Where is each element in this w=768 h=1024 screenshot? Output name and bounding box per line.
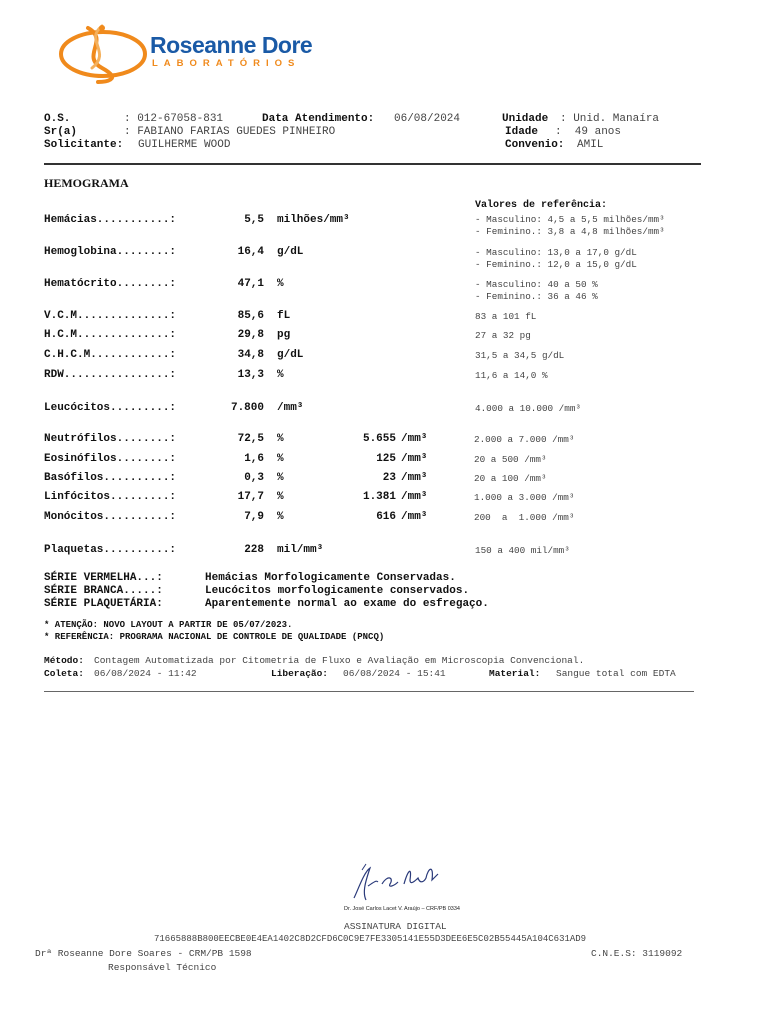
result-unit: % — [277, 472, 284, 484]
header-divider — [44, 163, 701, 165]
responsible-doctor: Drª Roseanne Dore Soares - CRM/PB 1598 — [35, 948, 252, 959]
brand-name: Roseanne Dore — [150, 32, 313, 58]
result-abs-unit: /mm³ — [401, 491, 428, 503]
result-unit: % — [277, 511, 284, 523]
signature-caption: Dr. José Carlos Lacet V. Araújo – CRF/PB 0334 — [344, 906, 460, 912]
idade-value: : 49 anos — [555, 126, 622, 138]
result-label: C.H.C.M............: — [44, 349, 177, 361]
dna-logo-icon — [58, 22, 148, 84]
result-abs-value: 125 — [376, 453, 396, 465]
result-value: 1,6 — [244, 453, 264, 465]
unidade-label: Unidade — [502, 113, 549, 125]
result-unit: g/dL — [277, 246, 304, 258]
signature-hash: 71665888B800EECBE0E4EA1402C8D2CFD6C0C9E7FE3305141E55D3DEE6E5C02B55445A104C631AD9 — [154, 934, 587, 944]
convenio-value: AMIL — [577, 139, 604, 151]
result-unit: fL — [277, 310, 291, 322]
data-atendimento-label: Data Atendimento: — [262, 113, 375, 125]
note-layout: * ATENÇÃO: NOVO LAYOUT A PARTIR DE 05/07/2023. — [44, 620, 293, 630]
result-unit: % — [277, 369, 284, 381]
result-value: 13,3 — [237, 369, 264, 381]
result-value: 72,5 — [237, 433, 264, 445]
result-label: V.C.M..............: — [44, 310, 177, 322]
result-ref: 83 a 101 fL — [475, 311, 537, 322]
data-atendimento-value: 06/08/2024 — [394, 113, 461, 125]
result-label: Monócitos..........: — [44, 511, 177, 523]
result-abs-unit: /mm³ — [401, 511, 428, 523]
series-label: SÉRIE BRANCA.....: — [44, 585, 163, 597]
result-unit: /mm³ — [277, 402, 304, 414]
cnes: C.N.E.S: 3119092 — [591, 948, 683, 959]
unidade-value: : Unid. Manaíra — [560, 113, 660, 125]
patient-value: : FABIANO FARIAS GUEDES PINHEIRO — [124, 126, 336, 138]
brand-subtitle: LABORATÓRIOS — [152, 58, 301, 69]
result-label: Leucócitos.........: — [44, 402, 177, 414]
result-unit: % — [277, 491, 284, 503]
result-abs-unit: /mm³ — [401, 472, 428, 484]
result-value: 34,8 — [237, 349, 264, 361]
metodo-value: Contagem Automatizada por Citometria de Fluxo e Avaliação em Microscopia Convencional. — [94, 655, 585, 666]
result-value: 5,5 — [244, 214, 264, 226]
result-ref: 4.000 a 10.000 /mm³ — [475, 403, 582, 414]
result-unit: mil/mm³ — [277, 544, 324, 556]
result-ref: - Feminino.: 12,0 a 15,0 g/dL — [475, 259, 637, 270]
result-label: Hemoglobina........: — [44, 246, 177, 258]
result-value: 16,4 — [237, 246, 264, 258]
result-unit: % — [277, 453, 284, 465]
result-value: 47,1 — [237, 278, 264, 290]
result-ref: 31,5 a 34,5 g/dL — [475, 350, 565, 361]
patient-label: Sr(a) — [44, 126, 78, 138]
result-label: Eosinófilos........: — [44, 453, 177, 465]
result-unit: g/dL — [277, 349, 304, 361]
material-label: Material: — [489, 668, 541, 679]
material-value: Sangue total com EDTA — [556, 668, 676, 679]
result-unit: pg — [277, 329, 291, 341]
result-unit: % — [277, 278, 284, 290]
result-value: 228 — [244, 544, 264, 556]
result-value: 7,9 — [244, 511, 264, 523]
os-value: : 012-67058-831 — [124, 113, 224, 125]
result-ref: 20 a 100 /mm³ — [474, 473, 547, 484]
lab-logo — [58, 22, 328, 86]
result-label: Neutrófilos........: — [44, 433, 177, 445]
responsavel-tecnico: Responsável Técnico — [108, 962, 217, 973]
result-label: Linfócitos.........: — [44, 491, 177, 503]
note-reference: * REFERÊNCIA: PROGRAMA NACIONAL DE CONTROLE DE QUALIDADE (PNCQ) — [44, 632, 385, 642]
result-value: 29,8 — [237, 329, 264, 341]
result-abs-unit: /mm³ — [401, 433, 428, 445]
liberacao-value: 06/08/2024 - 15:41 — [343, 668, 446, 679]
convenio-label: Convenio: — [505, 139, 565, 151]
result-abs-value: 5.655 — [362, 433, 396, 445]
series-label: SÉRIE VERMELHA...: — [44, 572, 163, 584]
result-label: Hematócrito........: — [44, 278, 177, 290]
liberacao-label: Liberação: — [271, 668, 329, 679]
series-text: Leucócitos morfologicamente conservados. — [205, 585, 470, 597]
result-ref: - Masculino: 40 a 50 % — [475, 279, 598, 290]
result-ref: - Masculino: 13,0 a 17,0 g/dL — [475, 247, 637, 258]
result-abs-value: 616 — [376, 511, 396, 523]
result-unit: milhões/mm³ — [277, 214, 350, 226]
result-ref: 11,6 a 14,0 % — [475, 370, 548, 381]
os-label: O.S. — [44, 113, 71, 125]
solicitante-value: GUILHERME WOOD — [138, 139, 231, 151]
result-value: 85,6 — [237, 310, 264, 322]
series-label: SÉRIE PLAQUETÁRIA: — [44, 598, 163, 610]
result-label: RDW................: — [44, 369, 177, 381]
coleta-value: 06/08/2024 - 11:42 — [94, 668, 197, 679]
result-ref: - Feminino.: 3,8 a 4,8 milhões/mm³ — [475, 226, 665, 237]
exam-title: HEMOGRAMA — [44, 176, 129, 190]
metodo-label: Método: — [44, 655, 84, 666]
result-abs-value: 23 — [382, 472, 396, 484]
assinatura-digital: ASSINATURA DIGITAL — [344, 921, 447, 932]
result-ref: 2.000 a 7.000 /mm³ — [474, 434, 575, 445]
solicitante-label: Solicitante: — [44, 139, 124, 151]
series-text: Hemácias Morfologicamente Conservadas. — [205, 572, 456, 584]
result-label: Plaquetas..........: — [44, 544, 177, 556]
result-value: 7.800 — [230, 402, 264, 414]
result-ref: 20 a 500 /mm³ — [474, 454, 547, 465]
handwritten-signature-icon — [348, 860, 458, 906]
series-text: Aparentemente normal ao exame do esfregaço. — [205, 598, 489, 610]
result-label: Basófilos..........: — [44, 472, 177, 484]
result-ref: - Masculino: 4,5 a 5,5 milhões/mm³ — [475, 214, 665, 225]
section-divider — [44, 691, 694, 692]
result-ref: 1.000 a 3.000 /mm³ — [474, 492, 575, 503]
result-label: Hemácias...........: — [44, 214, 177, 226]
result-value: 0,3 — [244, 472, 264, 484]
result-ref: 200 a 1.000 /mm³ — [474, 512, 575, 523]
result-unit: % — [277, 433, 284, 445]
result-ref: - Feminino.: 36 a 46 % — [475, 291, 598, 302]
ref-title: Valores de referência: — [475, 200, 608, 211]
result-abs-unit: /mm³ — [401, 453, 428, 465]
result-ref: 27 a 32 pg — [475, 330, 531, 341]
result-value: 17,7 — [237, 491, 264, 503]
result-ref: 150 a 400 mil/mm³ — [475, 545, 570, 556]
coleta-label: Coleta: — [44, 668, 84, 679]
result-label: H.C.M..............: — [44, 329, 177, 341]
result-abs-value: 1.381 — [362, 491, 396, 503]
idade-label: Idade — [505, 126, 539, 138]
